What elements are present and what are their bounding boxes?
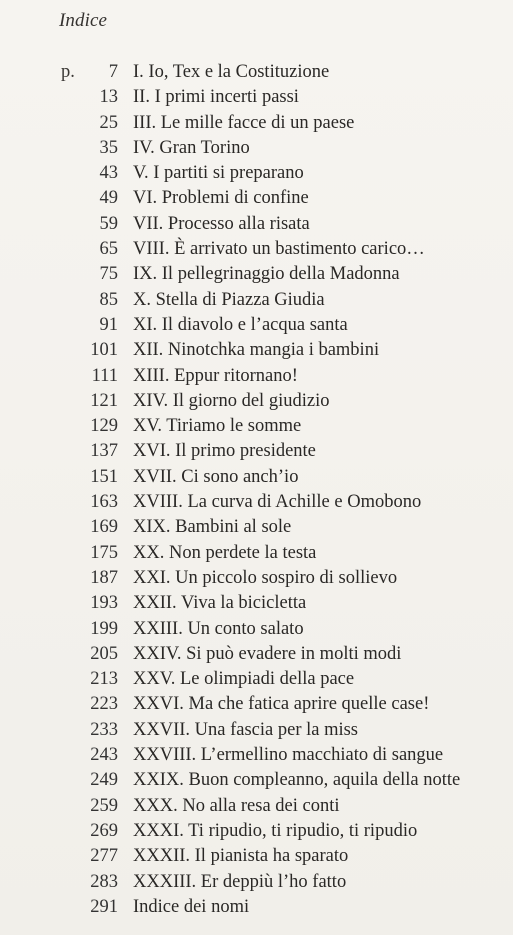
toc-chapter-title: XXV. Le olimpiadi della pace [133,669,355,690]
toc-chapter-title: VIII. È arrivato un bastimento carico… [133,239,425,260]
toc-chapter-title: XXIX. Buon compleanno, aquila della notte [133,770,461,791]
toc-page-number: 59 [99,213,118,234]
toc-chapter-title: XX. Non perdete la testa [133,542,317,563]
page-heading: Indice [59,10,108,31]
toc-entry [0,364,513,389]
toc-page-number: 259 [90,795,118,816]
toc-chapter-title: XIV. Il giorno del giudizio [133,390,330,411]
toc-entry [0,414,513,439]
toc-page-number: 205 [90,643,118,664]
toc-chapter-title: III. Le mille facce di un paese [133,112,355,133]
toc-chapter-title: I. Io, Tex e la Costituzione [133,62,330,82]
toc-entry [0,439,513,464]
toc-page-number: 187 [90,567,118,588]
toc-entry [0,667,513,692]
toc-chapter-title: XIII. Eppur ritornano! [133,365,298,386]
toc-chapter-title: XVI. Il primo presidente [133,441,316,462]
toc-entry [0,870,513,895]
toc-entry [0,111,513,136]
toc-page-number: 65 [99,239,118,260]
toc-page-number: 249 [90,770,118,791]
toc-page-number: 283 [90,871,118,892]
toc-entry [0,819,513,844]
toc-chapter-title: XXIII. Un conto salato [133,618,304,639]
toc-entry [0,465,513,490]
toc-chapter-title: XVIII. La curva di Achille e Omobono [133,492,422,513]
toc-chapter-title: II. I primi incerti passi [133,87,299,108]
toc-page-number: 213 [90,669,118,690]
toc-entry [0,85,513,110]
toc-page-number: 85 [99,289,118,310]
toc-entry [0,794,513,819]
toc-page-number: 169 [90,517,118,538]
toc-page-number: 151 [90,466,118,487]
toc-chapter-title: Indice dei nomi [133,896,250,917]
toc-page-number: 277 [90,846,118,867]
toc-page-number: 269 [90,820,118,841]
toc-page-number: 35 [99,137,118,158]
toc-page-number: 121 [90,390,118,411]
toc-entry [0,389,513,414]
toc-chapter-title: XXIV. Si può evadere in molti modi [133,643,402,664]
toc-entry [0,490,513,515]
toc-chapter-title: XXII. Viva la bicicletta [133,593,307,614]
toc-chapter-title: XXVI. Ma che fatica aprire quelle case! [133,694,430,715]
toc-page-number: 7 [108,62,118,82]
toc-page-number: 49 [99,188,118,209]
table-of-contents [0,60,513,920]
toc-page-number: 25 [99,112,118,133]
toc-entry [0,692,513,717]
toc-chapter-title: XXXI. Ti ripudio, ti ripudio, ti ripudio [133,820,418,841]
toc-page-number: 163 [90,492,118,513]
toc-entry [0,313,513,338]
toc-entry [0,617,513,642]
toc-page-number: 137 [90,441,118,462]
toc-entry [0,743,513,768]
toc-entry [0,844,513,869]
toc-entry [0,161,513,186]
toc-page-number: 91 [99,314,118,335]
toc-chapter-title: XIX. Bambini al sole [133,517,292,538]
toc-entry [0,237,513,262]
toc-chapter-title: XV. Tiriamo le somme [133,416,302,437]
toc-entry [0,768,513,793]
toc-entry [0,60,513,85]
toc-entry [0,541,513,566]
toc-page-number: 111 [91,365,118,386]
toc-chapter-title: XXVII. Una fascia per la miss [133,719,359,740]
toc-entry [0,515,513,540]
toc-chapter-title: V. I partiti si preparano [133,163,304,184]
toc-entry [0,591,513,616]
toc-entry [0,212,513,237]
toc-entry [0,338,513,363]
toc-page-number: 101 [90,340,118,361]
page-prefix: p. [61,62,75,82]
toc-entry [0,718,513,743]
toc-entry [0,136,513,161]
toc-page-number: 129 [90,416,118,437]
toc-page-number: 13 [99,87,118,108]
toc-page-number: 199 [90,618,118,639]
toc-chapter-title: IV. Gran Torino [133,137,250,158]
toc-chapter-title: XI. Il diavolo e l’acqua santa [133,314,348,335]
toc-chapter-title: VII. Processo alla risata [133,213,310,234]
toc-page-number: 75 [99,264,118,285]
toc-entry [0,186,513,211]
toc-chapter-title: XXXII. Il pianista ha sparato [133,846,349,867]
toc-chapter-title: XXVIII. L’ermellino macchiato di sangue [133,745,444,766]
toc-chapter-title: X. Stella di Piazza Giudia [133,289,325,310]
toc-page-number: 43 [99,163,118,184]
toc-entry [0,566,513,591]
toc-entry [0,262,513,287]
toc-page-number: 193 [90,593,118,614]
toc-chapter-title: XVII. Ci sono anch’io [133,466,299,487]
toc-page-number: 291 [90,896,118,917]
toc-chapter-title: XXX. No alla resa dei conti [133,795,340,816]
toc-page-number: 175 [90,542,118,563]
toc-entry [0,642,513,667]
toc-chapter-title: VI. Problemi di confine [133,188,309,209]
toc-page-number: 233 [90,719,118,740]
toc-chapter-title: IX. Il pellegrinaggio della Madonna [133,264,400,285]
toc-chapter-title: XXXIII. Er deppiù l’ho fatto [133,871,347,892]
toc-entry [0,895,513,920]
toc-page-number: 223 [90,694,118,715]
toc-entry [0,288,513,313]
toc-page-number: 243 [90,745,118,766]
toc-chapter-title: XXI. Un piccolo sospiro di sollievo [133,567,398,588]
toc-chapter-title: XII. Ninotchka mangia i bambini [133,340,380,361]
